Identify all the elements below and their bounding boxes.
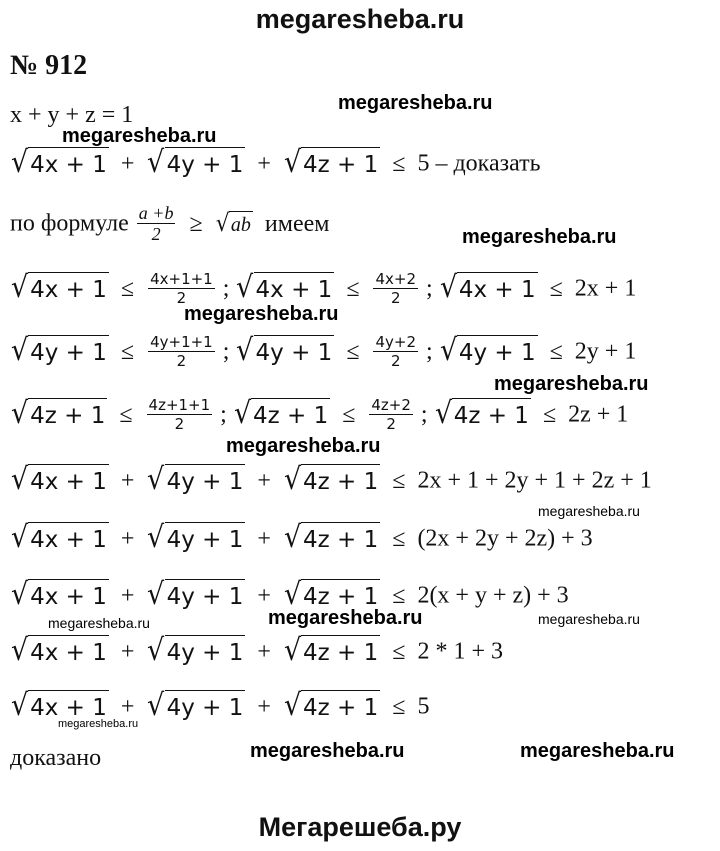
- watermark: megaresheba.ru: [184, 303, 339, 325]
- watermark: megaresheba.ru: [520, 740, 675, 762]
- watermark: megaresheba.ru: [338, 92, 493, 114]
- conclusion: доказано: [10, 745, 102, 771]
- watermark: megaresheba.ru: [538, 503, 640, 519]
- sqrt-y: √ 4y + 1: [147, 145, 244, 180]
- formula-fraction: $\frac{a +b}{2}$: [138, 203, 174, 244]
- watermark: megaresheba.ru: [268, 607, 423, 629]
- watermark: megaresheba.ru: [538, 611, 640, 627]
- sqrt-x: √ 4x + 1: [10, 145, 107, 180]
- z-inequality-line: √ 4z + 1 ≤ $\frac{4z+1+1}{2}$ ; √ 4z + 1 ≤ $\frac{4z+2}{2}$ ; √ 4z + 1 ≤ 2z + 1: [10, 396, 629, 433]
- site-header: megaresheba.ru: [255, 4, 465, 34]
- watermark: megaresheba.ru: [494, 373, 649, 395]
- sum-line-2: √ 4x + 1 + √ 4y + 1 + √ 4z + 1 ≤ (2x + 2y + 2z) + 3: [10, 520, 593, 555]
- x-inequality-line: √ 4x + 1 ≤ $\frac{4x+1+1}{2}$ ; √ 4x + 1 ≤ $\frac{4x+2}{2}$ ; √ 4x + 1 ≤ 2x + 1: [10, 270, 637, 307]
- given-line: x + y + z = 1: [10, 102, 134, 128]
- sum-line-5: √ 4x + 1 + √ 4y + 1 + √ 4z + 1 ≤ 5: [10, 688, 430, 723]
- sum-line-4: √ 4x + 1 + √ 4y + 1 + √ 4z + 1 ≤ 2 * 1 + 3: [10, 633, 503, 668]
- sqrt-z: √ 4z + 1: [283, 145, 379, 180]
- sum-line-1: √ 4x + 1 + √ 4y + 1 + √ 4z + 1 ≤ 2x + 1 + 2y + 1 + 2z + 1: [10, 462, 652, 497]
- formula-line: по формуле $\frac{a +b}{2}$ ≥ √ ab имеем: [10, 203, 330, 244]
- watermark: megaresheba.ru: [48, 615, 150, 631]
- watermark: megaresheba.ru: [250, 740, 405, 762]
- watermark: megaresheba.ru: [226, 435, 381, 457]
- watermark: megaresheba.ru: [462, 226, 617, 248]
- prove-line: √ 4x + 1 + √ 4y + 1 + √ 4z + 1 ≤ 5 – доказать: [10, 145, 541, 180]
- sqrt-ab: √ ab: [215, 209, 251, 237]
- y-inequality-line: √ 4y + 1 ≤ $\frac{4y+1+1}{2}$ ; √ 4y + 1 ≤ $\frac{4y+2}{2}$ ; √ 4y + 1 ≤ 2y + 1: [10, 333, 637, 370]
- sum-line-3: √ 4x + 1 + √ 4y + 1 + √ 4z + 1 ≤ 2(x + y + z) + 3: [10, 577, 569, 612]
- watermark: megaresheba.ru: [62, 125, 217, 147]
- problem-number: № 912: [10, 50, 88, 81]
- watermark: megaresheba.ru: [58, 718, 139, 730]
- site-footer: Мегарешеба.ру: [258, 812, 462, 842]
